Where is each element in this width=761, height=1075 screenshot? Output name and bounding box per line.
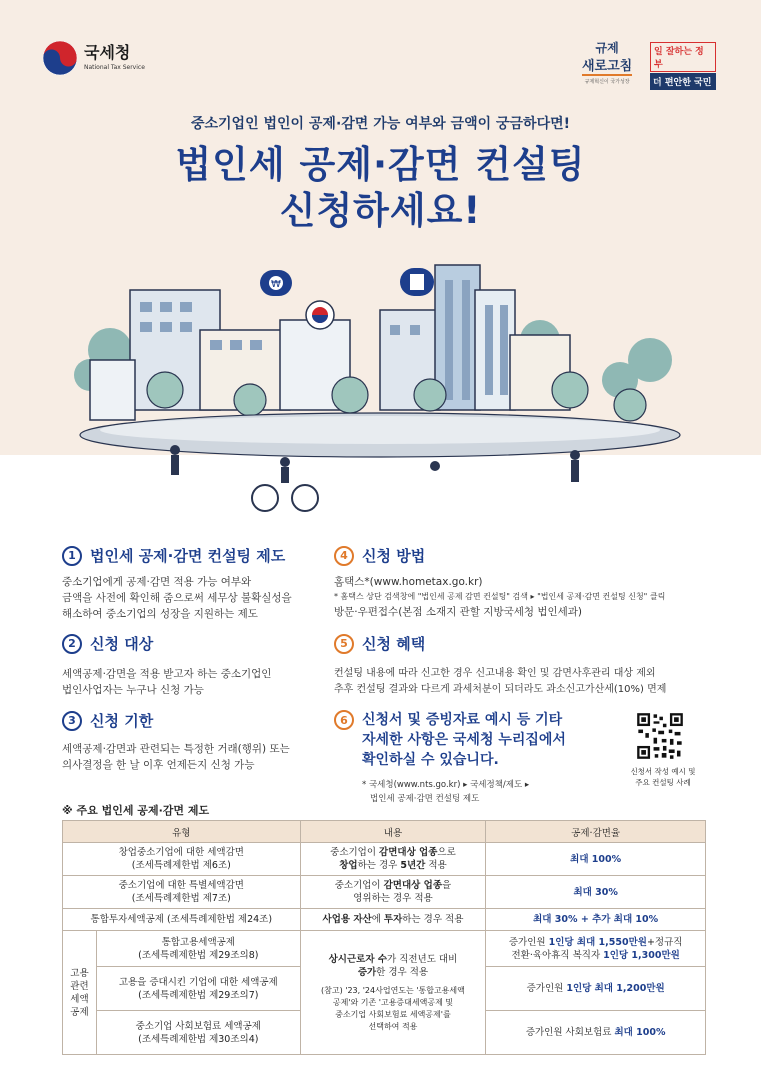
government-slogan-logo xyxy=(650,42,716,90)
content-text: 하는 경우 적용 xyxy=(402,914,464,925)
logo2-line2: 새로고침 xyxy=(582,55,632,76)
section-title: 법인세 공제·감면 컨설팅 제도 xyxy=(90,547,286,565)
more-info-title: 확인하실 수 있습니다. xyxy=(362,752,499,768)
section-target xyxy=(62,633,342,698)
logo3-line2: 더 편안한 국민 xyxy=(650,73,716,90)
content-text: 을 xyxy=(442,880,452,891)
nts-link-path: 법인세 공제·감면 컨설팅 제도 xyxy=(370,794,480,804)
section-number: 2 xyxy=(62,634,82,654)
rate-cell: 최대 30% + 추가 최대 10% xyxy=(486,909,706,931)
type-name: 창업중소기업에 대한 세액감면 xyxy=(118,847,244,858)
qr-label-line1: 신청서 작성 예시 및 xyxy=(630,767,696,776)
section-number: 1 xyxy=(62,546,82,566)
section-text: 추후 컨설팅 결과와 다르게 과세처분이 되더라도 과소신고가산세(10%) 면제 xyxy=(334,684,667,695)
type-law: (조세특례제한법 제6조) xyxy=(131,860,231,871)
rate-bold: 1인당 최대 1,550만원 xyxy=(548,936,647,948)
content-text: 중소기업이 xyxy=(330,847,380,858)
table-row xyxy=(63,843,706,876)
agency-sub: National Tax Service xyxy=(84,64,145,71)
hero-title xyxy=(0,142,761,234)
deduction-table xyxy=(62,820,706,1055)
group-label-line: 고용 xyxy=(70,967,89,979)
regulation-refresh-logo xyxy=(582,42,632,85)
qr-code-icon[interactable] xyxy=(636,712,684,760)
content-bold: 투자 xyxy=(383,914,403,925)
group-label xyxy=(63,931,97,1055)
section-text: 세액공제·감면을 적용 받고자 하는 중소기업인 xyxy=(62,668,272,680)
won-bubble-icon xyxy=(260,270,292,296)
rate-text: 증가인원 사회보험료 xyxy=(525,1027,615,1038)
table-row xyxy=(63,909,706,931)
type-law: (조세특례제한법 제29조의7) xyxy=(138,989,259,1001)
nts-link[interactable]: * 국세청(www.nts.go.kr) ▸ 국세정책/제도 ▸ xyxy=(362,780,530,790)
content-note: 선택하여 적용 xyxy=(368,1021,418,1031)
section-more-info xyxy=(334,710,604,806)
qr-label-line2: 주요 컨설팅 사례 xyxy=(635,778,691,787)
section-system xyxy=(62,545,342,622)
content-bold: 감면대상 업종 xyxy=(383,880,442,891)
logo3-line1: 일 잘하는 정부 xyxy=(650,42,716,72)
hero-title-line2: 신청하세요! xyxy=(279,189,482,232)
type-name: 통합고용세액공제 xyxy=(161,936,235,948)
table-row xyxy=(63,931,706,967)
content-note: 중소기업 사회보험료 세액공제'를 xyxy=(335,1009,451,1019)
content-text: 하는 경우 xyxy=(357,860,401,871)
content-note: 공제'와 기존 '고용증대세액공제 및 xyxy=(332,997,454,1007)
more-info-title: 신청서 및 증빙자료 예시 등 기타 xyxy=(362,712,563,728)
logo2-line3: 규제혁신이 국가성장 xyxy=(584,79,630,86)
content-text: 에 xyxy=(371,914,384,925)
calculator-bubble-icon xyxy=(400,268,434,296)
content-text: 적용 xyxy=(425,860,447,871)
type-name: 중소기업에 대한 특별세액감면 xyxy=(118,880,244,891)
section-text: 법인사업자는 누구나 신청 가능 xyxy=(62,684,204,696)
section-title: 신청 혜택 xyxy=(362,635,426,653)
content-text: 한 경우 적용 xyxy=(376,966,429,978)
content-text: 영위하는 경우 적용 xyxy=(353,893,433,904)
section-text: 컨설팅 내용에 따라 신고한 경우 신고내용 확인 및 감면사후관리 대상 제외 xyxy=(334,668,656,679)
table-header: 공제·감면율 xyxy=(486,821,706,843)
section-number: 4 xyxy=(334,546,354,566)
section-title: 신청 대상 xyxy=(90,635,154,653)
city-illustration xyxy=(70,240,690,530)
section-title: 신청 기한 xyxy=(90,712,154,730)
logo2-line1: 규제 xyxy=(595,41,619,55)
type-name: 고용을 증대시킨 기업에 대한 세액공제 xyxy=(118,976,278,988)
rate-cell: 최대 30% xyxy=(486,876,706,909)
content-bold: 상시근로자 수 xyxy=(328,953,387,965)
section-number: 5 xyxy=(334,634,354,654)
more-info-title: 자세한 사항은 국세청 누리집에서 xyxy=(362,732,566,748)
hero-hook: 중소기업인 법인이 공제·감면 가능 여부와 금액이 궁금하다면! xyxy=(190,116,571,132)
section-text: 중소기업에게 공제·감면 적용 가능 여부와 xyxy=(62,576,252,588)
content-bold: 5년간 xyxy=(400,860,426,871)
rate-bold: 최대 100% xyxy=(614,1027,666,1038)
table-header: 내용 xyxy=(300,821,486,843)
won-symbol: ₩ xyxy=(271,279,281,290)
section-title: 신청 방법 xyxy=(362,547,426,565)
rate-text: +정규직 xyxy=(646,936,683,948)
table-row xyxy=(63,876,706,909)
group-label-line: 공제 xyxy=(70,1006,89,1018)
table-header: 유형 xyxy=(63,821,301,843)
hometax-link[interactable]: 홈택스*(www.hometax.go.kr) xyxy=(334,576,483,588)
section-method xyxy=(334,545,706,620)
content-bold: 사업용 자산 xyxy=(322,914,372,925)
content-text: 으로 xyxy=(437,847,456,858)
content-note: (참고) '23, '24사업연도는 '통합고용세액 xyxy=(321,985,465,995)
type-name: 중소기업 사회보험료 세액공제 xyxy=(135,1020,261,1032)
type-name: 통합투자세액공제 (조세특례제한법 제24조) xyxy=(63,909,301,931)
content-text: 가 직전년도 대비 xyxy=(387,953,458,965)
hero-title-line1: 법인세 공제·감면 컨설팅 xyxy=(175,143,586,186)
section-text: 방문·우편접수(본점 소재지 관할 지방국세청 법인세과) xyxy=(334,606,583,618)
type-law: (조세특례제한법 제7조) xyxy=(131,893,231,904)
rate-text: 증가인원 xyxy=(508,936,549,948)
rate-bold: 1인당 최대 1,200만원 xyxy=(566,983,665,994)
group-label-line: 세액 xyxy=(70,993,89,1005)
qr-label xyxy=(610,766,716,788)
type-law: (조세특례제한법 제30조의4) xyxy=(138,1033,259,1045)
content-bold: 감면대상 업종 xyxy=(379,847,438,858)
section-text: 해소하여 중소기업의 성장을 지원하는 제도 xyxy=(62,608,258,620)
content-bold: 창업 xyxy=(339,860,358,871)
agency-name: 국세청 xyxy=(84,43,131,62)
section-text: 의사결정을 한 날 이후 언제든지 신청 가능 xyxy=(62,759,255,771)
content-text: 중소기업이 xyxy=(334,880,384,891)
group-label-line: 관련 xyxy=(70,980,89,992)
rate-cell: 최대 100% xyxy=(486,843,706,876)
content-bold: 증가 xyxy=(357,966,377,978)
taegeuk-emblem-icon xyxy=(42,40,78,76)
section-text: 세액공제·감면과 관련되는 특정한 거래(행위) 또는 xyxy=(62,743,290,755)
section-number: 6 xyxy=(334,710,354,730)
rate-text: 증가인원 xyxy=(526,983,567,994)
nts-logo[interactable] xyxy=(42,40,145,76)
section-deadline xyxy=(62,710,342,773)
rate-bold: 1인당 1,300만원 xyxy=(603,949,680,961)
type-law: (조세특례제한법 제29조의8) xyxy=(138,949,259,961)
section-text: 금액을 사전에 확인해 줌으로써 세무상 불확실성을 xyxy=(62,592,292,604)
table-title: ※ 주요 법인세 공제·감면 제도 xyxy=(62,804,210,817)
rate-text: 전환·육아휴직 복직자 xyxy=(511,949,604,961)
section-note: * 홈택스 상단 검색창에 "법인세 공제 감면 컨설팅" 검색 ▸ "법인세 공제·감면 컨설팅 신청" 클릭 xyxy=(334,592,666,601)
section-number: 3 xyxy=(62,711,82,731)
section-benefit xyxy=(334,633,714,698)
